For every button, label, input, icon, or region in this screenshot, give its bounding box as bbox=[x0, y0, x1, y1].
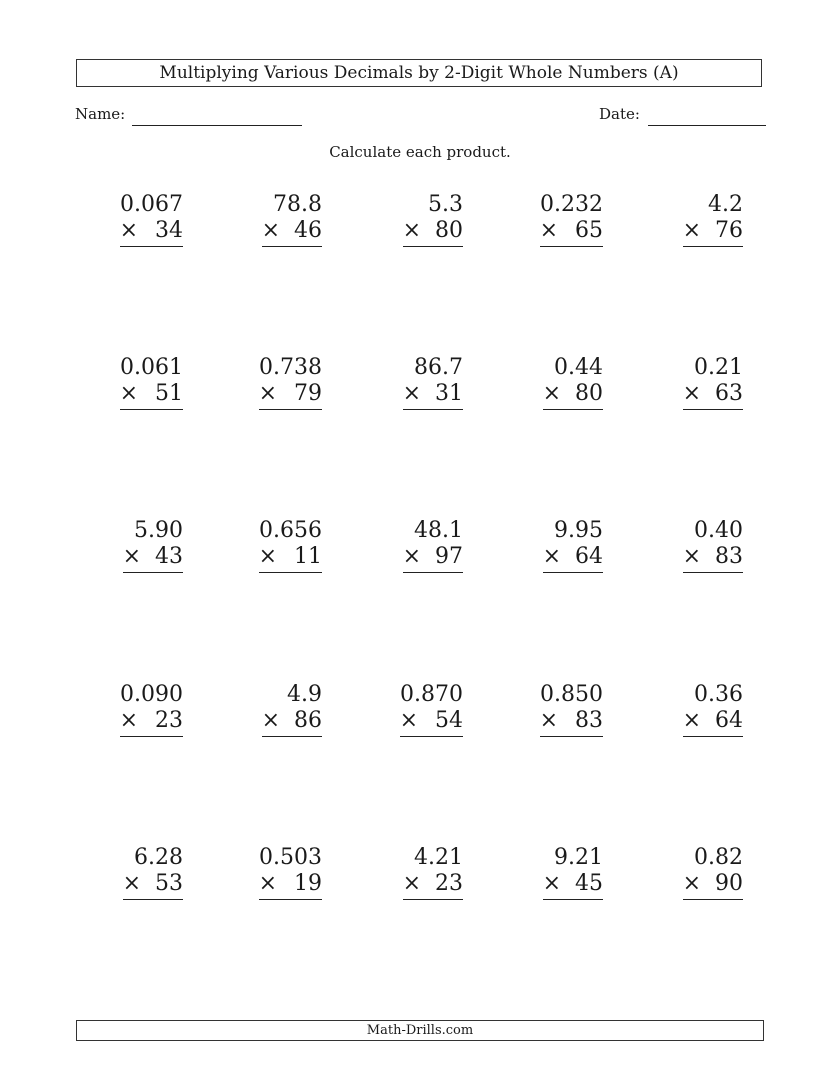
date-field-line[interactable] bbox=[648, 125, 766, 126]
multiplier: 43 bbox=[155, 544, 183, 569]
times-symbol: × bbox=[542, 871, 561, 896]
multiplier-row bbox=[259, 544, 322, 570]
answer-rule bbox=[403, 246, 463, 247]
multiplier-row bbox=[262, 708, 322, 734]
multiplier-row bbox=[683, 708, 743, 734]
name-field-line[interactable] bbox=[132, 125, 302, 126]
problem-11 bbox=[83, 518, 183, 578]
times-symbol: × bbox=[261, 218, 280, 243]
answer-rule bbox=[120, 409, 183, 410]
multiplicand: 48.1 bbox=[414, 518, 463, 543]
answer-rule bbox=[259, 409, 322, 410]
multiplier: 53 bbox=[155, 871, 183, 896]
multiplicand: 86.7 bbox=[414, 355, 463, 380]
worksheet-title: Multiplying Various Decimals by 2-Digit Whole Numbers (A) bbox=[76, 59, 762, 87]
multiplier: 45 bbox=[575, 871, 603, 896]
times-symbol: × bbox=[539, 708, 558, 733]
multiplier-row bbox=[403, 218, 463, 244]
multiplier-row bbox=[400, 708, 463, 734]
multiplier: 79 bbox=[294, 381, 322, 406]
times-symbol: × bbox=[682, 218, 701, 243]
times-symbol: × bbox=[399, 708, 418, 733]
date-label: Date: bbox=[599, 105, 640, 123]
multiplier-row bbox=[259, 871, 322, 897]
problem-16 bbox=[83, 682, 183, 742]
problem-21 bbox=[83, 845, 183, 905]
answer-rule bbox=[683, 572, 743, 573]
answer-rule bbox=[259, 572, 322, 573]
multiplicand: 0.232 bbox=[540, 192, 603, 217]
problem-14 bbox=[503, 518, 603, 578]
multiplier-row bbox=[123, 871, 183, 897]
multiplicand: 4.21 bbox=[414, 845, 463, 870]
answer-rule bbox=[123, 572, 183, 573]
answer-rule bbox=[540, 736, 603, 737]
multiplier: 23 bbox=[435, 871, 463, 896]
problem-3 bbox=[363, 192, 463, 252]
times-symbol: × bbox=[682, 544, 701, 569]
problem-17 bbox=[222, 682, 322, 742]
multiplier-row bbox=[543, 381, 603, 407]
answer-rule bbox=[123, 899, 183, 900]
multiplier: 51 bbox=[155, 381, 183, 406]
multiplier-row bbox=[543, 544, 603, 570]
multiplier-row bbox=[683, 381, 743, 407]
multiplicand: 0.067 bbox=[120, 192, 183, 217]
multiplier-row bbox=[259, 381, 322, 407]
problem-22 bbox=[222, 845, 322, 905]
answer-rule bbox=[403, 899, 463, 900]
problem-1 bbox=[83, 192, 183, 252]
problem-10 bbox=[643, 355, 743, 415]
times-symbol: × bbox=[122, 544, 141, 569]
problem-4 bbox=[503, 192, 603, 252]
multiplicand: 6.28 bbox=[134, 845, 183, 870]
problem-20 bbox=[643, 682, 743, 742]
times-symbol: × bbox=[122, 871, 141, 896]
answer-rule bbox=[262, 736, 322, 737]
instructions: Calculate each product. bbox=[329, 143, 511, 161]
multiplicand: 9.95 bbox=[554, 518, 603, 543]
multiplier-row bbox=[120, 381, 183, 407]
multiplier-row bbox=[403, 544, 463, 570]
times-symbol: × bbox=[119, 381, 138, 406]
multiplier: 65 bbox=[575, 218, 603, 243]
multiplier: 76 bbox=[715, 218, 743, 243]
multiplier: 80 bbox=[575, 381, 603, 406]
multiplier-row bbox=[683, 871, 743, 897]
multiplier: 97 bbox=[435, 544, 463, 569]
answer-rule bbox=[120, 736, 183, 737]
multiplicand: 0.503 bbox=[259, 845, 322, 870]
answer-rule bbox=[400, 736, 463, 737]
multiplier-row bbox=[120, 708, 183, 734]
multiplier-row bbox=[540, 218, 603, 244]
multiplier: 83 bbox=[575, 708, 603, 733]
times-symbol: × bbox=[258, 871, 277, 896]
problem-15 bbox=[643, 518, 743, 578]
multiplier: 19 bbox=[294, 871, 322, 896]
multiplier-row bbox=[403, 871, 463, 897]
problem-24 bbox=[503, 845, 603, 905]
multiplicand: 0.061 bbox=[120, 355, 183, 380]
multiplier: 34 bbox=[155, 218, 183, 243]
answer-rule bbox=[259, 899, 322, 900]
multiplicand: 0.40 bbox=[694, 518, 743, 543]
times-symbol: × bbox=[258, 544, 277, 569]
answer-rule bbox=[683, 736, 743, 737]
multiplier-row bbox=[683, 544, 743, 570]
problem-25 bbox=[643, 845, 743, 905]
times-symbol: × bbox=[402, 544, 421, 569]
answer-rule bbox=[683, 409, 743, 410]
times-symbol: × bbox=[119, 218, 138, 243]
multiplicand: 0.090 bbox=[120, 682, 183, 707]
problem-13 bbox=[363, 518, 463, 578]
multiplier: 64 bbox=[715, 708, 743, 733]
multiplier: 46 bbox=[294, 218, 322, 243]
times-symbol: × bbox=[542, 544, 561, 569]
times-symbol: × bbox=[119, 708, 138, 733]
multiplier-row bbox=[543, 871, 603, 897]
multiplicand: 0.738 bbox=[259, 355, 322, 380]
problem-19 bbox=[503, 682, 603, 742]
multiplicand: 78.8 bbox=[273, 192, 322, 217]
multiplicand: 0.82 bbox=[694, 845, 743, 870]
multiplicand: 0.44 bbox=[554, 355, 603, 380]
multiplicand: 0.870 bbox=[400, 682, 463, 707]
multiplicand: 0.656 bbox=[259, 518, 322, 543]
multiplier: 64 bbox=[575, 544, 603, 569]
multiplicand: 4.9 bbox=[287, 682, 322, 707]
multiplicand: 0.21 bbox=[694, 355, 743, 380]
answer-rule bbox=[543, 409, 603, 410]
multiplier: 63 bbox=[715, 381, 743, 406]
answer-rule bbox=[543, 899, 603, 900]
multiplicand: 9.21 bbox=[554, 845, 603, 870]
multiplier-row bbox=[262, 218, 322, 244]
problem-9 bbox=[503, 355, 603, 415]
multiplier: 86 bbox=[294, 708, 322, 733]
problem-5 bbox=[643, 192, 743, 252]
answer-rule bbox=[403, 572, 463, 573]
multiplicand: 0.36 bbox=[694, 682, 743, 707]
answer-rule bbox=[683, 899, 743, 900]
times-symbol: × bbox=[682, 871, 701, 896]
multiplier: 31 bbox=[435, 381, 463, 406]
times-symbol: × bbox=[402, 381, 421, 406]
multiplier: 23 bbox=[155, 708, 183, 733]
times-symbol: × bbox=[402, 218, 421, 243]
problem-2 bbox=[222, 192, 322, 252]
multiplier: 80 bbox=[435, 218, 463, 243]
answer-rule bbox=[683, 246, 743, 247]
times-symbol: × bbox=[402, 871, 421, 896]
multiplier-row bbox=[120, 218, 183, 244]
times-symbol: × bbox=[539, 218, 558, 243]
multiplier: 11 bbox=[294, 544, 322, 569]
times-symbol: × bbox=[682, 708, 701, 733]
multiplicand: 5.3 bbox=[428, 192, 463, 217]
answer-rule bbox=[120, 246, 183, 247]
multiplier: 90 bbox=[715, 871, 743, 896]
multiplier-row bbox=[123, 544, 183, 570]
answer-rule bbox=[262, 246, 322, 247]
multiplier-row bbox=[683, 218, 743, 244]
answer-rule bbox=[403, 409, 463, 410]
problem-6 bbox=[83, 355, 183, 415]
name-label: Name: bbox=[75, 105, 126, 123]
footer: Math-Drills.com bbox=[76, 1020, 764, 1041]
problem-8 bbox=[363, 355, 463, 415]
answer-rule bbox=[540, 246, 603, 247]
multiplicand: 0.850 bbox=[540, 682, 603, 707]
times-symbol: × bbox=[542, 381, 561, 406]
problem-23 bbox=[363, 845, 463, 905]
problem-18 bbox=[363, 682, 463, 742]
multiplier-row bbox=[403, 381, 463, 407]
times-symbol: × bbox=[258, 381, 277, 406]
times-symbol: × bbox=[261, 708, 280, 733]
answer-rule bbox=[543, 572, 603, 573]
times-symbol: × bbox=[682, 381, 701, 406]
problem-7 bbox=[222, 355, 322, 415]
multiplier: 83 bbox=[715, 544, 743, 569]
multiplier-row bbox=[540, 708, 603, 734]
multiplier: 54 bbox=[435, 708, 463, 733]
multiplicand: 4.2 bbox=[708, 192, 743, 217]
multiplicand: 5.90 bbox=[134, 518, 183, 543]
problem-12 bbox=[222, 518, 322, 578]
